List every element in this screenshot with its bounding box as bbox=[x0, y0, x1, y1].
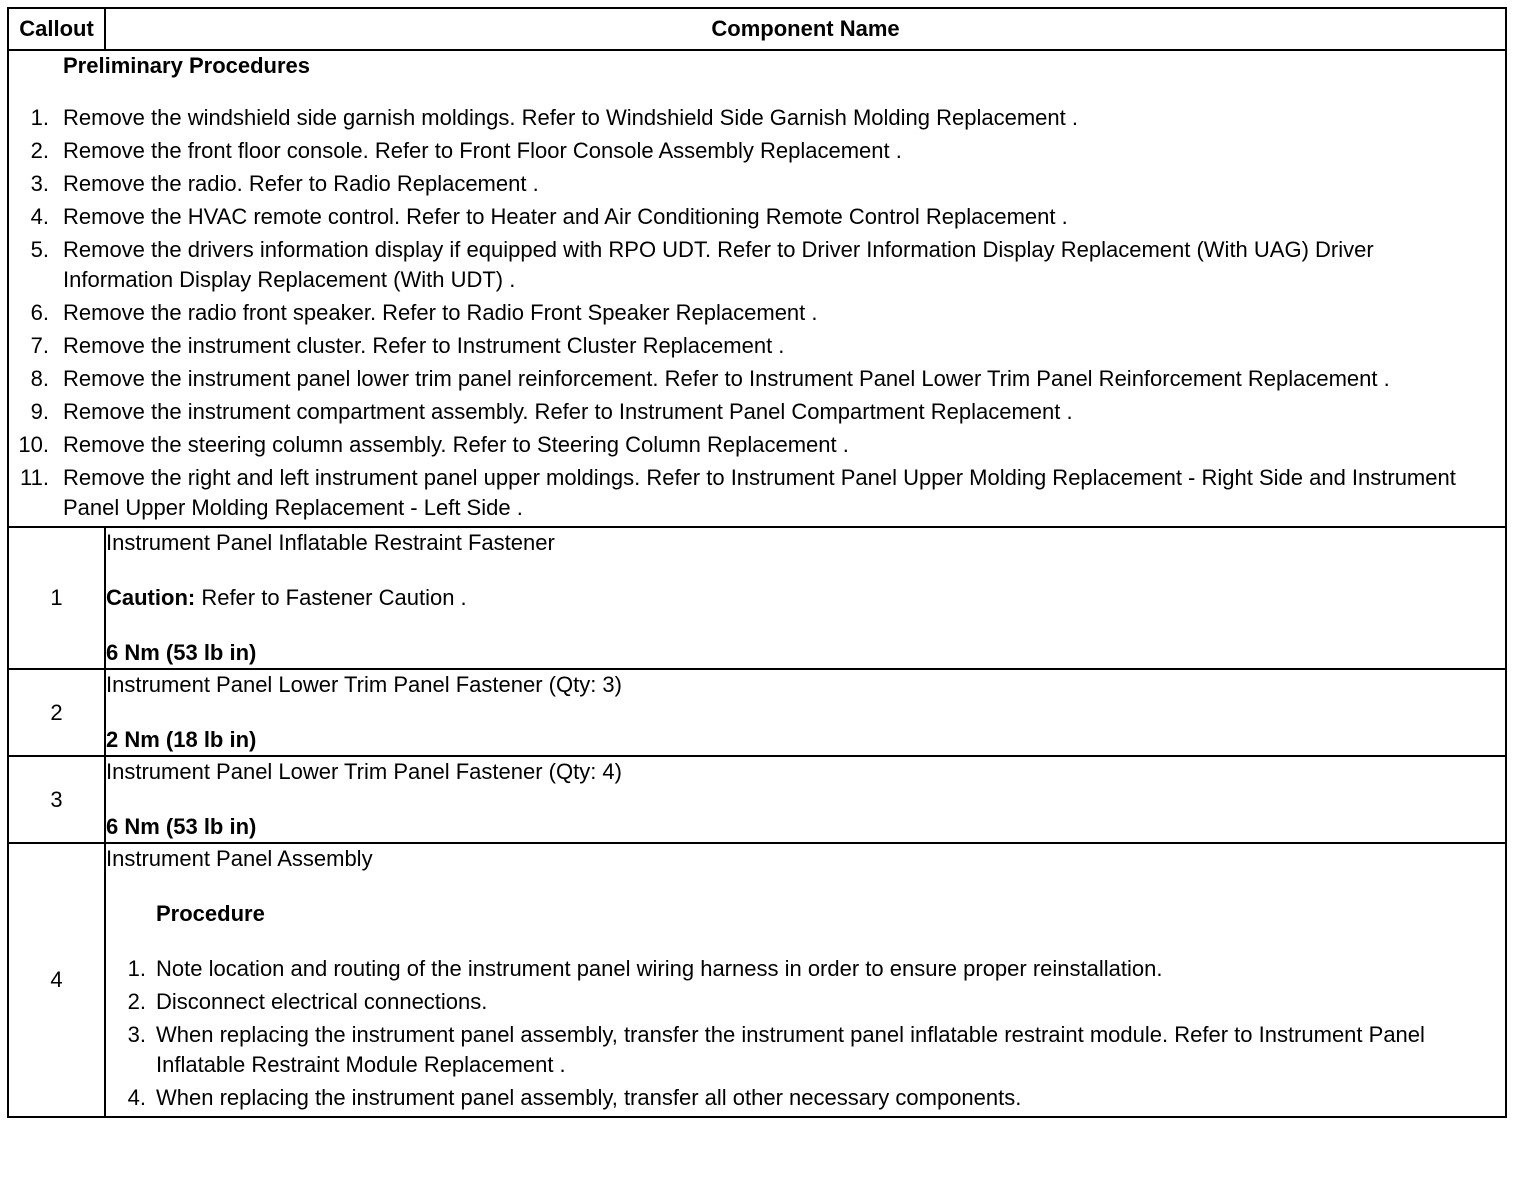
step-number: 8. bbox=[30, 366, 49, 391]
torque-spec: 6 Nm (53 lb in) bbox=[106, 640, 257, 665]
component-name: Instrument Panel Lower Trim Panel Fastener (Qty: 3) bbox=[106, 672, 622, 697]
step-number: 1. bbox=[127, 956, 146, 981]
step-number: 4. bbox=[127, 1085, 146, 1110]
step-text: Remove the steering column assembly. Refer to Steering Column Replacement . bbox=[63, 432, 849, 457]
list-item bbox=[9, 235, 1505, 295]
step-text: Remove the right and left instrument panel upper moldings. Refer to Instrument Panel Upper Molding Replacement - Right Side and Instrument Panel Upper Molding Replacement - Left Side . bbox=[63, 465, 1456, 520]
list-item bbox=[106, 1020, 1505, 1080]
preliminary-row bbox=[8, 50, 1506, 527]
procedure-steps bbox=[106, 954, 1505, 1113]
step-number: 3. bbox=[30, 171, 49, 196]
torque-spec: 2 Nm (18 lb in) bbox=[106, 727, 257, 752]
caution-label: Caution: bbox=[106, 585, 196, 610]
step-text: Remove the front floor console. Refer to Front Floor Console Assembly Replacement . bbox=[63, 138, 902, 163]
preliminary-procedures bbox=[8, 50, 1506, 527]
caution-text: Refer to Fastener Caution . bbox=[195, 585, 467, 610]
step-number: 6. bbox=[30, 300, 49, 325]
step-text: When replacing the instrument panel assembly, transfer the instrument panel inflatable restraint module. Refer to Instrument Panel Inflatable Restraint Module Replacement . bbox=[156, 1022, 1425, 1077]
list-item bbox=[106, 1083, 1505, 1113]
table-row bbox=[8, 669, 1506, 756]
step-number: 2. bbox=[127, 989, 146, 1014]
step-number: 2. bbox=[30, 138, 49, 163]
list-item bbox=[9, 397, 1505, 427]
step-text: Remove the instrument cluster. Refer to Instrument Cluster Replacement . bbox=[63, 333, 785, 358]
step-number: 11. bbox=[20, 465, 49, 490]
step-text: Remove the drivers information display if equipped with RPO UDT. Refer to Driver Information Display Replacement (With UAG) Driver Information Display Replacement (With UDT) . bbox=[63, 237, 1374, 292]
step-number: 7. bbox=[30, 333, 49, 358]
preliminary-title: Preliminary Procedures bbox=[63, 53, 311, 78]
procedure-title: Procedure bbox=[156, 901, 265, 926]
caution-note bbox=[106, 583, 1505, 613]
callout-cell: 3 bbox=[8, 756, 105, 843]
component-cell bbox=[105, 843, 1506, 1117]
preliminary-steps bbox=[9, 103, 1505, 523]
step-number: 4. bbox=[30, 204, 49, 229]
step-text: Remove the radio front speaker. Refer to Radio Front Speaker Replacement . bbox=[63, 300, 818, 325]
step-text: Remove the HVAC remote control. Refer to Heater and Air Conditioning Remote Control Replacement . bbox=[63, 204, 1068, 229]
step-text: Remove the radio. Refer to Radio Replacement . bbox=[63, 171, 539, 196]
list-item bbox=[9, 202, 1505, 232]
step-text: Disconnect electrical connections. bbox=[156, 989, 488, 1014]
list-item bbox=[9, 136, 1505, 166]
callout-cell: 1 bbox=[8, 527, 105, 669]
list-item bbox=[9, 364, 1505, 394]
step-text: When replacing the instrument panel assembly, transfer all other necessary components. bbox=[156, 1085, 1022, 1110]
step-text: Remove the instrument compartment assembly. Refer to Instrument Panel Compartment Replacement . bbox=[63, 399, 1073, 424]
component-cell bbox=[105, 527, 1506, 669]
list-item bbox=[9, 331, 1505, 361]
callout-cell: 2 bbox=[8, 669, 105, 756]
list-item bbox=[9, 298, 1505, 328]
step-text: Note location and routing of the instrument panel wiring harness in order to ensure proper reinstallation. bbox=[156, 956, 1163, 981]
header-row bbox=[8, 8, 1506, 50]
component-name: Instrument Panel Assembly bbox=[106, 846, 373, 871]
component-name: Instrument Panel Inflatable Restraint Fastener bbox=[106, 530, 555, 555]
torque-spec: 6 Nm (53 lb in) bbox=[106, 814, 257, 839]
component-table bbox=[7, 7, 1507, 1118]
step-number: 10. bbox=[18, 432, 49, 457]
step-number: 1. bbox=[30, 105, 49, 130]
step-number: 9. bbox=[30, 399, 49, 424]
list-item bbox=[9, 103, 1505, 133]
list-item bbox=[106, 987, 1505, 1017]
component-name: Instrument Panel Lower Trim Panel Fastener (Qty: 4) bbox=[106, 759, 622, 784]
step-text: Remove the windshield side garnish moldings. Refer to Windshield Side Garnish Molding Replacement . bbox=[63, 105, 1078, 130]
step-number: 3. bbox=[127, 1022, 146, 1047]
step-text: Remove the instrument panel lower trim panel reinforcement. Refer to Instrument Panel Lower Trim Panel Reinforcement Replacement . bbox=[63, 366, 1390, 391]
table-row bbox=[8, 843, 1506, 1117]
component-cell bbox=[105, 669, 1506, 756]
component-name-header: Component Name bbox=[105, 8, 1506, 50]
list-item bbox=[9, 463, 1505, 523]
table-row bbox=[8, 756, 1506, 843]
step-number: 5. bbox=[30, 237, 49, 262]
component-cell bbox=[105, 756, 1506, 843]
list-item bbox=[9, 169, 1505, 199]
table-row bbox=[8, 527, 1506, 669]
callout-cell: 4 bbox=[8, 843, 105, 1117]
list-item bbox=[106, 954, 1505, 984]
callout-header: Callout bbox=[8, 8, 105, 50]
list-item bbox=[9, 430, 1505, 460]
